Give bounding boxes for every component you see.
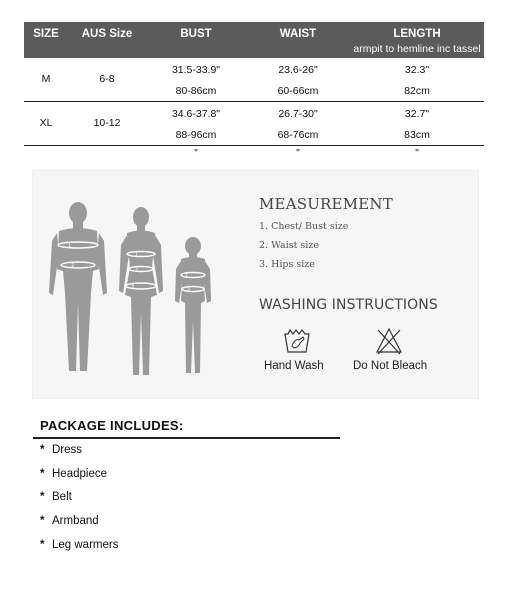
figure-label-3: 3 (131, 284, 135, 290)
list-item (40, 539, 118, 551)
hand-wash-icon (282, 326, 312, 356)
do-not-bleach-label: Do Not Bleach (353, 360, 428, 372)
list-item-label: Armband (52, 515, 99, 527)
cell-bust-cm: 80-86cm (175, 85, 217, 97)
washing-title: WASHING INSTRUCTIONS (259, 297, 438, 313)
header-aus-size: AUS Size (81, 28, 133, 40)
cell-size: M (41, 73, 51, 85)
table-row (24, 58, 484, 102)
trailing-mark: " (296, 148, 300, 159)
bullet: * (40, 491, 45, 503)
table-trailing-marks (24, 146, 484, 158)
list-item (40, 468, 107, 480)
cell-waist-cm: 68-76cm (277, 129, 319, 141)
list-item-label: Headpiece (52, 468, 107, 480)
cell-waist-in: 26.7-30" (278, 108, 318, 120)
measurement-title: MEASUREMENT (259, 195, 393, 213)
header-bust: BUST (180, 28, 212, 40)
size-chart-header (24, 22, 484, 58)
bullet: * (40, 444, 45, 456)
measurement-item: 2. Waist size (259, 240, 319, 251)
header-length: LENGTH (393, 28, 441, 40)
bullet: * (40, 539, 45, 551)
cell-size: XL (39, 117, 53, 129)
cell-length-cm: 82cm (404, 85, 430, 97)
measurement-panel (32, 170, 479, 399)
list-item-label: Dress (52, 444, 83, 456)
list-item-label: Leg warmers (52, 539, 119, 551)
bullet: * (40, 515, 45, 527)
cell-bust-cm: 88-96cm (175, 129, 217, 141)
header-waist: WAIST (279, 28, 317, 40)
figure-label-1: 1 (185, 273, 189, 279)
header-length-subtitle: armpit to hemline inc tassel (353, 43, 481, 55)
figure-label-1: 1 (68, 243, 72, 249)
figure-label-1: 1 (135, 252, 139, 258)
cell-bust-in: 34.6-37.8" (171, 108, 221, 120)
cell-length-cm: 83cm (404, 129, 430, 141)
measurement-item: 3. Hips size (259, 259, 315, 270)
trailing-mark: " (194, 148, 198, 159)
hand-wash-label: Hand Wash (264, 360, 324, 372)
cell-aus: 10-12 (93, 117, 121, 129)
trailing-mark: " (415, 148, 419, 159)
header-size: SIZE (33, 28, 59, 40)
package-title: PACKAGE INCLUDES: (40, 418, 184, 433)
list-item-label: Belt (52, 491, 72, 503)
cell-length-in: 32.3" (404, 64, 430, 76)
figure-label-2: 2 (187, 287, 191, 293)
list-item (40, 491, 72, 503)
cell-waist-in: 23.6-26" (278, 64, 318, 76)
list-item (40, 444, 82, 456)
figure-label-2: 2 (135, 267, 139, 273)
do-not-bleach-icon (374, 326, 404, 356)
list-item (40, 515, 99, 527)
size-chart-table (24, 22, 484, 158)
bullet: * (40, 468, 45, 480)
table-row (24, 102, 484, 146)
cell-waist-cm: 60-66cm (277, 85, 319, 97)
package-divider (33, 437, 340, 439)
figure-label-2: 2 (71, 263, 75, 269)
cell-bust-in: 31.5-33.9" (171, 64, 221, 76)
cell-aus: 6-8 (99, 73, 115, 85)
cell-length-in: 32.7" (404, 108, 430, 120)
measurement-item: 1. Chest/ Bust size (259, 221, 349, 232)
body-measurement-figure-icon (41, 193, 241, 383)
